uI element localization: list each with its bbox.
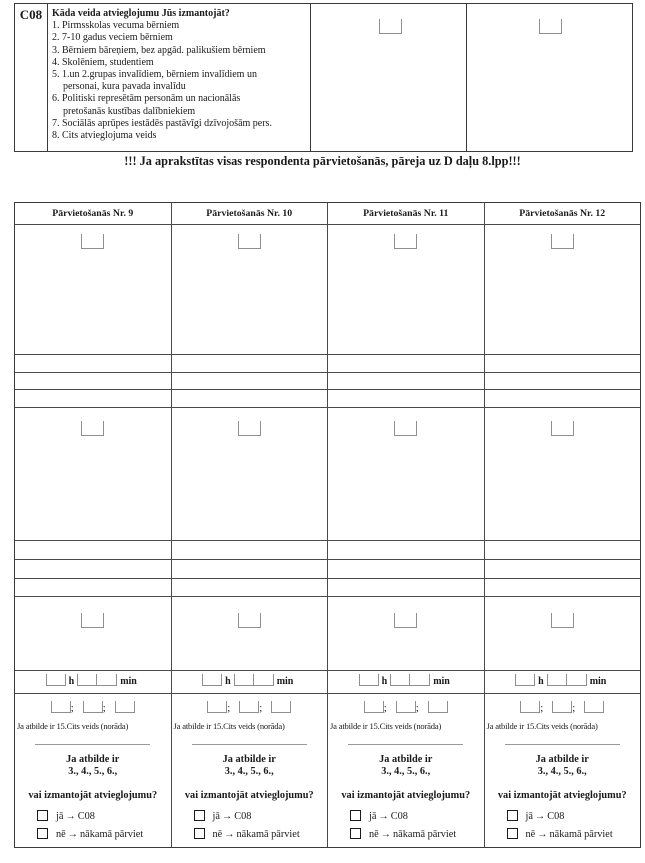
minutes-input-box[interactable] [390,674,410,686]
empty-row [15,390,171,408]
yes-target: C08 [77,811,95,822]
semicolon: ; [383,702,387,714]
write-in-line[interactable] [192,744,307,745]
empty-row [15,373,171,390]
hours-label: h [68,676,75,687]
hours-input-box[interactable] [515,674,535,686]
minutes-input-box[interactable] [97,674,117,686]
companion-input-box[interactable] [552,701,572,713]
question-code: C08 [15,4,48,151]
companion-input-box[interactable] [239,701,259,713]
trip-code-cell [172,597,328,671]
companion-input-box[interactable] [520,701,540,713]
duration-row [172,671,328,694]
minutes-group [547,676,587,687]
companion-input-box[interactable] [428,701,448,713]
no-option-row [485,828,641,840]
yes-label: jā [525,811,533,822]
no-target: nākamā pārviet [549,829,613,840]
minutes-input-box[interactable] [567,674,587,686]
no-label: nē [525,829,536,840]
option-line: 3. Bērniem bāreņiem, bez apgād. palikušiem bērniem [52,44,266,56]
no-label: nē [369,829,379,840]
answer-code-box[interactable] [394,613,417,628]
companion-codes-row [172,701,328,714]
hours-label: h [381,676,388,687]
c08-question-box [14,3,633,152]
write-in-line[interactable] [505,744,620,745]
duration-row [15,671,171,694]
arrow-right-icon: → [65,811,76,822]
trip-footer-cell [172,694,328,847]
option-line: 2. 7-10 gadus veciem bērniem [52,32,173,44]
instruction-banner: !!! Ja aprakstītas visas respondenta pārvietošanās, pāreja uz D daļu 8.lpp!!! [124,154,521,168]
no-target: nākamā pārviet [236,829,300,840]
arrow-right-icon: → [380,829,392,840]
semicolon: ; [259,702,263,714]
minutes-label: min [276,676,294,687]
answer-code-box[interactable] [81,613,104,628]
condition-codes: 3., 4., 5., 6., [68,766,118,777]
hours-input-box[interactable] [46,674,66,686]
minutes-input-box[interactable] [410,674,430,686]
no-checkbox[interactable] [194,828,205,839]
option-line: 1. Pirmsskolas vecuma bērniem [52,20,180,32]
answer-code-box[interactable] [539,19,562,34]
hours-label: h [538,676,544,687]
yes-option-row [328,810,484,822]
trip-footer-cell [485,694,641,847]
companion-input-box[interactable] [396,701,416,713]
no-label: nē [212,829,223,840]
empty-row [485,373,641,390]
trip-code-cell [328,408,484,541]
trip-column-header: Pārvietošanās Nr. 10 [172,203,328,225]
companion-input-box[interactable] [271,701,291,713]
minutes-label: min [589,676,607,687]
arrow-right-icon: → [534,811,546,822]
other-type-note: Ja atbilde ir 15.Cits veids (norāda) [17,721,129,731]
answer-code-box[interactable] [394,421,417,436]
empty-row [172,560,328,579]
trip-table [14,202,641,848]
empty-row [485,541,641,560]
companion-input-box[interactable] [364,701,384,713]
empty-row [485,390,641,408]
trip-column [485,203,641,847]
answer-code-box[interactable] [81,421,104,436]
condition-codes: 3., 4., 5., 6., [537,766,587,777]
trip-code-cell [172,225,328,355]
empty-row [15,579,171,597]
minutes-group [77,676,117,687]
trip-column [328,203,485,847]
trip-code-cell [15,597,171,671]
yes-checkbox[interactable] [507,810,518,821]
trip-footer-cell [15,694,171,847]
empty-row [485,355,641,373]
condition-question: vai izmantojāt atvieglojumu? [28,790,158,801]
semicolon: ; [540,702,544,714]
trip-code-cell [328,597,484,671]
option-line: 5. 1.un 2.grupas invalīdiem, bērniem invalīdiem un [52,69,257,81]
option-line-continuation: personai, kura pavada invalīdu [63,81,186,93]
no-option-row [172,828,328,840]
c08-answer-cell-right [467,4,632,151]
no-checkbox[interactable] [350,828,361,839]
yes-option-row [172,810,328,822]
trip-footer-cell [328,694,484,847]
condition-question: vai izmantojāt atvieglojumu? [497,790,627,801]
companion-codes-row [485,701,641,714]
trip-code-cell [15,225,171,355]
semicolon: ; [102,702,106,714]
option-line: 8. Cits atvieglojuma veids [52,130,157,142]
condition-text: Ja atbilde ir [66,754,120,765]
trip-code-cell [485,225,641,355]
arrow-right-icon: → [378,811,389,822]
option-line: 6. Politiski represētām personām un nacionālās [52,93,241,105]
answer-code-box[interactable] [394,234,417,249]
arrow-right-icon: → [537,829,548,840]
empty-row [172,541,328,560]
c08-answer-cell-left [311,4,467,151]
yes-checkbox[interactable] [350,810,361,821]
duration-row [328,671,484,694]
option-line: 7. Sociālās aprūpes iestādēs pastāvīgi dzīvojošām pers. [52,117,272,129]
empty-row [15,560,171,579]
arrow-right-icon: → [67,829,79,840]
duration-row [485,671,641,694]
empty-row [328,560,484,579]
answer-code-box[interactable] [379,19,402,34]
trip-code-cell [328,225,484,355]
hours-input-box[interactable] [202,674,222,686]
minutes-input-box[interactable] [547,674,567,686]
empty-row [328,579,484,597]
yes-label: jā [369,811,377,822]
yes-label: jā [212,811,220,822]
semicolon: ; [227,702,231,714]
companion-input-box[interactable] [51,701,71,713]
option-line-continuation: pretošanās kustības dalībniekiem [63,105,196,117]
empty-row [172,355,328,373]
minutes-input-box[interactable] [254,674,274,686]
write-in-line[interactable] [35,744,150,745]
no-option-row [328,828,484,840]
empty-row [485,560,641,579]
companion-input-box[interactable] [584,701,604,713]
answer-code-box[interactable] [81,234,104,249]
answer-code-box[interactable] [551,421,574,436]
empty-row [328,373,484,390]
empty-row [15,355,171,373]
option-line: 4. Skolēniem, studentiem [52,56,154,68]
no-target: nākamā pārviet [393,829,457,840]
companion-codes-row [15,701,171,714]
trip-column [172,203,329,847]
hours-input-box[interactable] [359,674,379,686]
minutes-label: min [120,676,137,687]
arrow-right-icon: → [224,829,235,840]
companion-input-box[interactable] [115,701,135,713]
trip-column-header: Pārvietošanās Nr. 11 [328,203,484,225]
condition-question: vai izmantojāt atvieglojumu? [184,790,314,801]
other-type-note: Ja atbilde ir 15.Cits veids (norāda) [486,721,598,731]
condition-question: vai izmantojāt atvieglojumu? [341,790,471,801]
minutes-input-box[interactable] [234,674,254,686]
empty-row [172,373,328,390]
no-checkbox[interactable] [37,828,48,839]
condition-text: Ja atbilde ir [535,754,589,765]
trip-column-header: Pārvietošanās Nr. 12 [485,203,641,225]
empty-row [328,390,484,408]
write-in-line[interactable] [348,744,463,745]
yes-option-row [15,810,171,822]
condition-codes: 3., 4., 5., 6., [224,766,274,777]
no-checkbox[interactable] [507,828,518,839]
trip-code-cell [485,408,641,541]
question-title: Kāda veida atvieglojumu Jūs izmantojāt? [52,8,230,19]
question-cell [48,4,311,151]
condition-codes: 3., 4., 5., 6., [381,766,431,777]
companion-codes-row [328,701,484,714]
answer-code-box[interactable] [238,421,261,436]
no-label: nē [56,829,66,840]
no-option-row [15,828,171,840]
hours-label: h [225,676,231,687]
condition-text: Ja atbilde ir [222,754,276,765]
yes-option-row [485,810,641,822]
minutes-group [390,676,430,687]
condition-text: Ja atbilde ir [379,754,433,765]
minutes-input-box[interactable] [77,674,97,686]
trip-code-cell [485,597,641,671]
minutes-group [234,676,274,687]
yes-target: C08 [234,811,252,822]
empty-row [172,579,328,597]
yes-label: jā [56,811,64,822]
trip-code-cell [15,408,171,541]
yes-target: C08 [390,811,408,822]
semicolon: ; [70,702,74,714]
yes-checkbox[interactable] [194,810,205,821]
semicolon: ; [572,702,576,714]
trip-column-header: Pārvietošanās Nr. 9 [15,203,171,225]
empty-row [172,390,328,408]
other-type-note: Ja atbilde ir 15.Cits veids (norāda) [330,721,442,731]
trip-column [15,203,172,847]
empty-row [485,579,641,597]
answer-code-box[interactable] [551,613,574,628]
answer-code-box[interactable] [238,234,261,249]
arrow-right-icon: → [221,811,233,822]
answer-code-box[interactable] [238,613,261,628]
companion-input-box[interactable] [83,701,103,713]
other-type-note: Ja atbilde ir 15.Cits veids (norāda) [173,721,285,731]
answer-code-box[interactable] [551,234,574,249]
minutes-label: min [433,676,450,687]
trip-code-cell [172,408,328,541]
semicolon: ; [415,702,419,714]
yes-checkbox[interactable] [37,810,48,821]
yes-target: C08 [547,811,565,822]
empty-row [15,541,171,560]
companion-input-box[interactable] [207,701,227,713]
empty-row [328,541,484,560]
no-target: nākamā pārviet [80,829,144,840]
empty-row [328,355,484,373]
